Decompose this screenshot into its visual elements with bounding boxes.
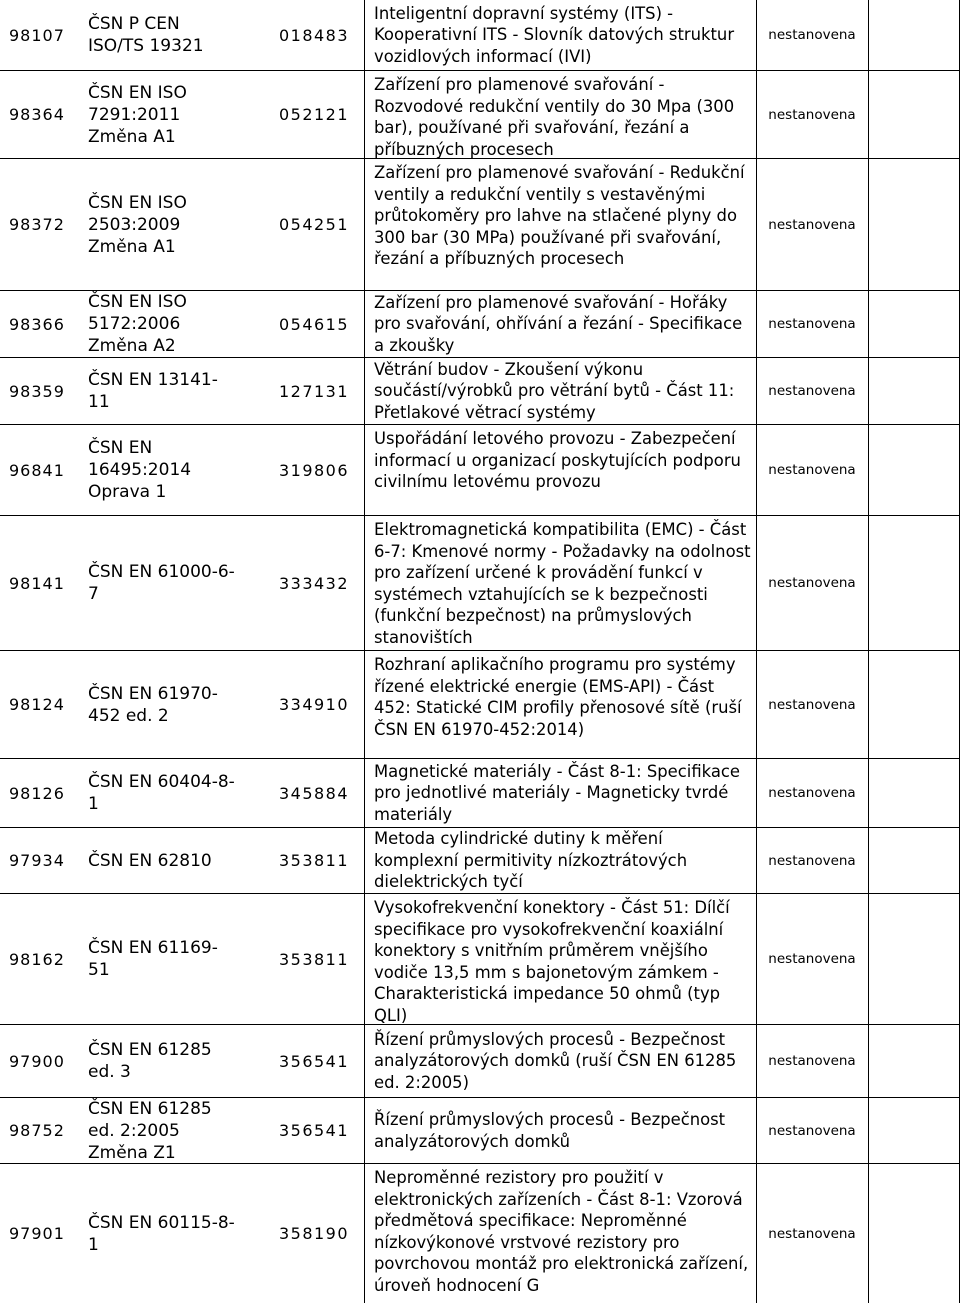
status: [756, 291, 868, 357]
empty-cell: [868, 358, 960, 424]
standard-title-text: Rozhraní aplikačního programu pro systémy řízené elektrické energie (EMS-API) - Část 452: Statické CIM profily přenosové sítě (ruší ČSN EN 61970-452:2014): [374, 655, 742, 739]
registration-number: [0, 516, 78, 650]
table-row: [0, 70, 960, 158]
standard-designation: [78, 651, 264, 758]
status-text: nestanovena: [768, 696, 856, 713]
registration-number-text: 98752: [9, 1121, 65, 1140]
standard-title: [364, 291, 756, 357]
classification-code-text: 127131: [278, 381, 350, 401]
status: [756, 425, 868, 515]
classification-code-text: 334910: [278, 695, 350, 714]
standard-title: [364, 71, 756, 158]
standard-designation-text: ČSN EN ISO 5172:2006 Změna A2: [88, 292, 187, 356]
standard-title-text: Neproměnné rezistory pro použití v elektronických zařízeních - Část 8-1: Vzorová předmětová specifikace: Neproměnné nízkovýkonové vrstvové rezistory pro povrchovou montáž pro elektronická zařízení, úroveň hodnocení G: [374, 1168, 749, 1295]
status: [756, 1025, 868, 1097]
classification-code-text: 353811: [278, 851, 350, 870]
table-row: [0, 1097, 960, 1163]
standard-designation: [78, 828, 264, 893]
empty-cell: [868, 425, 960, 515]
column-divider: [364, 0, 365, 1303]
status-text: nestanovena: [768, 1122, 856, 1139]
registration-number: [0, 894, 78, 1024]
status-text: nestanovena: [768, 316, 856, 332]
classification-code-text: 054615: [278, 314, 350, 334]
standard-designation-text: ČSN EN 61285 ed. 2:2005 Změna Z1: [88, 1098, 212, 1163]
standard-title: [364, 358, 756, 424]
empty-cell: [868, 0, 960, 70]
status-text: nestanovena: [768, 1053, 856, 1069]
registration-number: [0, 0, 78, 70]
standard-title: [364, 894, 756, 1024]
standard-designation: [78, 894, 264, 1024]
empty-cell: [868, 1164, 960, 1303]
table-row: [0, 357, 960, 424]
registration-number-text: 97900: [9, 1051, 65, 1071]
registration-number-text: 98141: [9, 573, 65, 593]
standard-designation: [78, 71, 264, 158]
standard-title-text: Vysokofrekvenční konektory - Část 51: Dílčí specifikace pro vysokofrekvenční koaxiální konektory s vnitřním průměrem vnějšího vodiče 13,5 mm s bajonetovým zámkem - Charakteristická impedance 50 ohmů (typ QLI): [374, 898, 730, 1025]
standard-designation-text: ČSN EN 61000-6- 7: [88, 562, 235, 604]
standard-designation: [78, 291, 264, 357]
standard-title-text: Uspořádání letového provozu - Zabezpečení informací u organizací poskytujících podporu civilnímu letovému provozu: [374, 429, 741, 492]
classification-code-text: 319806: [278, 460, 350, 480]
empty-cell: [868, 1098, 960, 1163]
status: [756, 358, 868, 424]
standard-designation-text: ČSN EN 60115-8- 1: [88, 1212, 235, 1255]
status-text: nestanovena: [768, 785, 856, 801]
status-text: nestanovena: [768, 216, 856, 233]
classification-code: [264, 71, 364, 158]
status: [756, 894, 868, 1024]
classification-code: [264, 759, 364, 827]
classification-code: [264, 291, 364, 357]
classification-code-text: 356541: [278, 1051, 350, 1071]
registration-number-text: 96841: [9, 460, 65, 480]
classification-code: [264, 516, 364, 650]
classification-code-text: 358190: [278, 1224, 350, 1243]
classification-code: [264, 358, 364, 424]
table-row: [0, 893, 960, 1024]
empty-cell: [868, 828, 960, 893]
registration-number-text: 98359: [9, 381, 65, 401]
classification-code-text: 356541: [278, 1121, 350, 1140]
classification-code-text: 353811: [278, 949, 350, 969]
registration-number: [0, 1025, 78, 1097]
standard-designation-text: ČSN EN 61285 ed. 3: [88, 1040, 212, 1082]
classification-code: [264, 0, 364, 70]
registration-number-text: 97934: [9, 851, 65, 870]
registration-number-text: 98107: [9, 25, 65, 45]
registration-number: [0, 651, 78, 758]
standard-title: [364, 1098, 756, 1163]
status: [756, 759, 868, 827]
registration-number: [0, 828, 78, 893]
registration-number-text: 98372: [9, 215, 65, 234]
classification-code: [264, 1164, 364, 1303]
standard-title-text: Zařízení pro plamenové svařování - Redukční ventily a redukční ventily s vestavěnými průtokoměry pro lahve na stlačené plyny do 300 bar (30 MPa) používané při svařování, řezání a příbuzných procesech: [374, 163, 745, 269]
registration-number: [0, 759, 78, 827]
table-row: [0, 158, 960, 290]
registration-number-text: 98126: [9, 783, 65, 803]
standard-title: [364, 516, 756, 650]
standard-title: [364, 0, 756, 70]
status: [756, 1098, 868, 1163]
standard-title-text: Zařízení pro plamenové svařování - Rozvodové redukční ventily do 30 Mpa (300 bar), používané při svařování, řezání a příbuzných procesech: [374, 75, 735, 159]
table-row: [0, 290, 960, 357]
classification-code: [264, 159, 364, 290]
standard-designation: [78, 1164, 264, 1303]
registration-number-text: 98364: [9, 105, 65, 124]
standard-title-text: Zařízení pro plamenové svařování - Hořáky pro svařování, ohřívání a řezání - Specifikace a zkoušky: [374, 292, 743, 355]
classification-code-text: 054251: [278, 215, 350, 234]
classification-code-text: 018483: [278, 25, 350, 45]
standard-designation: [78, 0, 264, 70]
empty-cell: [868, 516, 960, 650]
standard-designation-text: ČSN EN 62810: [88, 850, 212, 871]
standard-designation-text: ČSN EN 61970- 452 ed. 2: [88, 683, 218, 726]
standard-title: [364, 1164, 756, 1303]
empty-cell: [868, 894, 960, 1024]
standard-designation-text: ČSN EN ISO 7291:2011 Změna A1: [88, 82, 187, 147]
registration-number: [0, 358, 78, 424]
classification-code: [264, 894, 364, 1024]
standard-title: [364, 425, 756, 515]
standard-designation: [78, 1025, 264, 1097]
classification-code: [264, 651, 364, 758]
status: [756, 651, 868, 758]
standard-title: [364, 159, 756, 290]
registration-number: [0, 71, 78, 158]
empty-cell: [868, 651, 960, 758]
status-text: nestanovena: [768, 575, 856, 591]
status: [756, 516, 868, 650]
status-text: nestanovena: [768, 951, 856, 967]
registration-number: [0, 1098, 78, 1163]
empty-cell: [868, 759, 960, 827]
registration-number: [0, 291, 78, 357]
standard-designation: [78, 425, 264, 515]
classification-code: [264, 1025, 364, 1097]
standard-title-text: Elektromagnetická kompatibilita (EMC) - Část 6-7: Kmenové normy - Požadavky na odolnost pro zařízení určené k provádění funkcí v systémech vztahujících se k bezpečnosti (funkční bezpečnost) na průmyslových stanovištích: [374, 520, 751, 647]
classification-code: [264, 425, 364, 515]
standard-designation-text: ČSN EN ISO 2503:2009 Změna A1: [88, 192, 187, 257]
standard-designation-text: ČSN P CEN ISO/TS 19321: [88, 14, 204, 56]
standard-title-text: Metoda cylindrické dutiny k měření komplexní permitivity nízkoztrátových dielektrických tyčí: [374, 829, 688, 892]
standard-designation: [78, 516, 264, 650]
status: [756, 71, 868, 158]
empty-cell: [868, 71, 960, 158]
status: [756, 828, 868, 893]
registration-number: [0, 1164, 78, 1303]
standard-title: [364, 759, 756, 827]
standard-title-text: Magnetické materiály - Část 8-1: Specifikace pro jednotlivé materiály - Magneticky tvrdé materiály: [374, 761, 740, 824]
standard-designation: [78, 159, 264, 290]
standard-designation-text: ČSN EN 60404-8- 1: [88, 772, 235, 814]
empty-cell: [868, 291, 960, 357]
status-text: nestanovena: [768, 27, 856, 43]
status-text: nestanovena: [768, 462, 856, 478]
standard-designation: [78, 1098, 264, 1163]
table-row: [0, 0, 960, 70]
table-row: [0, 827, 960, 893]
registration-number-text: 97901: [9, 1224, 65, 1243]
classification-code-text: 052121: [278, 105, 350, 124]
standard-designation-text: ČSN EN 16495:2014 Oprava 1: [88, 438, 192, 502]
table-row: [0, 758, 960, 827]
column-divider: [868, 0, 869, 1303]
registration-number-text: 98162: [9, 949, 65, 969]
standard-designation-text: ČSN EN 61169- 51: [88, 938, 218, 980]
registration-number-text: 98124: [9, 695, 65, 714]
standard-title-text: Řízení průmyslových procesů - Bezpečnost analyzátorových domků: [374, 1109, 726, 1151]
registration-number-text: 98366: [9, 314, 65, 334]
empty-cell: [868, 1025, 960, 1097]
table-row: [0, 650, 960, 758]
status: [756, 159, 868, 290]
table-row: [0, 1024, 960, 1097]
registration-number: [0, 425, 78, 515]
standard-title-text: Větrání budov - Zkoušení výkonu součástí/výrobků pro větrání bytů - Část 11: Přetlakové větrací systémy: [374, 359, 735, 422]
standard-designation: [78, 358, 264, 424]
registration-number: [0, 159, 78, 290]
standard-title: [364, 651, 756, 758]
status-text: nestanovena: [768, 383, 856, 399]
column-divider: [756, 0, 757, 1303]
status: [756, 0, 868, 70]
table-row: [0, 515, 960, 650]
classification-code-text: 345884: [278, 783, 350, 803]
classification-code-text: 333432: [278, 573, 350, 593]
status-text: nestanovena: [768, 106, 856, 123]
standard-title-text: Inteligentní dopravní systémy (ITS) - Kooperativní ITS - Slovník datových struktur vozidlových informací (IVI): [374, 3, 735, 66]
table-row: [0, 424, 960, 515]
standard-designation: [78, 759, 264, 827]
status-text: nestanovena: [768, 852, 856, 869]
status-text: nestanovena: [768, 1225, 856, 1242]
classification-code: [264, 828, 364, 893]
standard-designation-text: ČSN EN 13141- 11: [88, 370, 218, 412]
standard-title: [364, 1025, 756, 1097]
table-row: [0, 1163, 960, 1303]
standard-title: [364, 828, 756, 893]
empty-cell: [868, 159, 960, 290]
status: [756, 1164, 868, 1303]
standard-title-text: Řízení průmyslových procesů - Bezpečnost analyzátorových domků (ruší ČSN EN 61285 ed. 2:2005): [374, 1029, 737, 1092]
classification-code: [264, 1098, 364, 1163]
